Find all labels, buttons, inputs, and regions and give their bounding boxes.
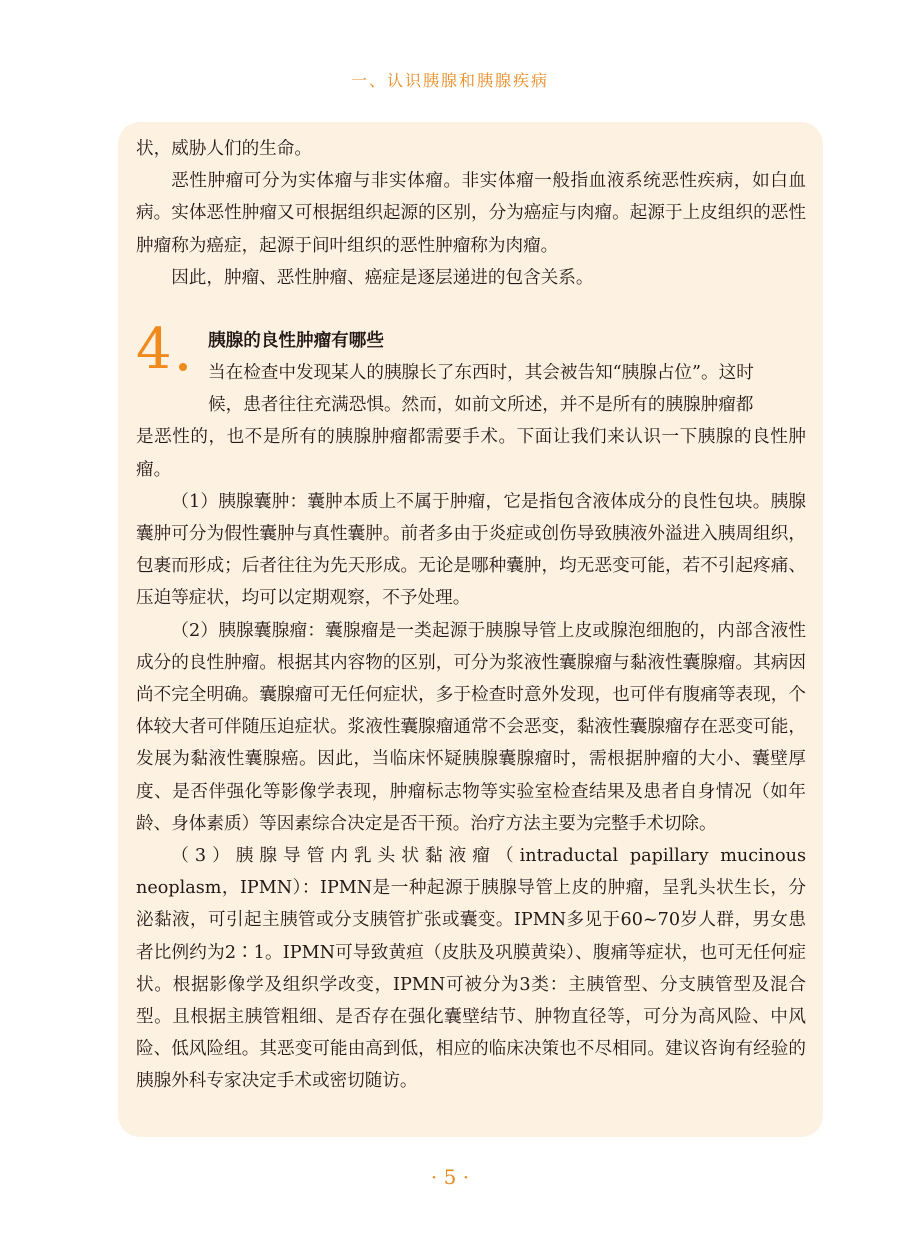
body-text [136,133,806,1098]
section-intro-line-1: 当在检查中发现某人的胰腺长了东西时，其会被告知“胰腺占位”。这时 [208,363,754,384]
section-intro-rest: 是恶性的，也不是所有的胰腺肿瘤都需要手术。下面让我们来认识一下胰腺的良性肿瘤。 [136,427,806,480]
list-item-cystadenoma: （2）胰腺囊腺瘤：囊腺瘤是一类起源于胰腺导管上皮或腺泡细胞的，内部含液性成分的良性肿瘤。根据其内容物的区别，可分为浆液性囊腺瘤与黏液性囊腺瘤。其病因尚不完全明确。囊腺瘤可无任何症状，多于检查时意外发现，也可伴有腹痛等表现，个体较大者可伴随压迫症状。浆液性囊腺瘤通常不会恶变，黏液性囊腺瘤存在恶变可能，发展为黏液性囊腺癌。因此，当临床怀疑胰腺囊腺瘤时，需根据肿瘤的大小、囊壁厚度、是否伴强化等影像学表现，肿瘤标志物等实验室检查结果及患者自身情况（如年龄、身体素质）等因素综合决定是否干预。治疗方法主要为完整手术切除。 [136,620,806,834]
list-item-ipmn: （3）胰腺导管内乳头状黏液瘤（intraductal papillary mucinous neoplasm，IPMN）：IPMN是一种起源于胰腺导管上皮的肿瘤，呈乳头状生长，分泌黏液，可引起主胰管或分支胰管扩张或囊变。IPMN多见于60~70岁人群，男女患者比例约为2∶1。IPMN可导致黄疸（皮肤及巩膜黄染）、腹痛等症状，也可无任何症状。根据影像学及组织学改变，IPMN可被分为3类：主胰管型、分支胰管型及混合型。且根据主胰管粗细、是否存在强化囊壁结节、肿物直径等，可分为高风险、中风险、低风险组。其恶变可能由高到低，相应的临床决策也不尽相同。建议咨询有经验的胰腺外科专家决定手术或密切随访。 [136,846,806,1092]
section-title: 胰腺的良性肿瘤有哪些 [208,331,384,352]
paragraph-relationship: 因此，肿瘤、恶性肿瘤、癌症是逐层递进的包含关系。 [171,267,594,288]
paragraph-continued: 状，威胁人们的生命。 [136,139,312,159]
running-header: 一、认识胰腺和胰腺疾病 [350,71,549,90]
page-number: · 5 · [430,1165,470,1189]
section-number-dot [179,363,187,371]
section-number: 4 [136,317,172,383]
section-intro-line-2: 候，患者往往充满恐惧。然而，如前文所述，并不是所有的胰腺肿瘤都 [208,395,754,416]
list-item-pancreatic-cyst: （1）胰腺囊肿：囊肿本质上不属于肿瘤，它是指包含液体成分的良性包块。胰腺囊肿可分为假性囊肿与真性囊肿。前者多由于炎症或创伤导致胰液外溢进入胰周组织，包裹而形成；后者往往为先天形成。无论是哪种囊肿，均无恶变可能，若不引起疼痛、压迫等症状，均可以定期观察，不予处理。 [136,491,806,609]
paragraph-malignant-types: 恶性肿瘤可分为实体瘤与非实体瘤。非实体瘤一般指血液系统恶性疾病，如白血病。实体恶性肿瘤又可根据组织起源的区别，分为癌症与肉瘤。起源于上皮组织的恶性肿瘤称为癌症，起源于间叶组织的恶性肿瘤称为肉瘤。 [136,171,806,256]
